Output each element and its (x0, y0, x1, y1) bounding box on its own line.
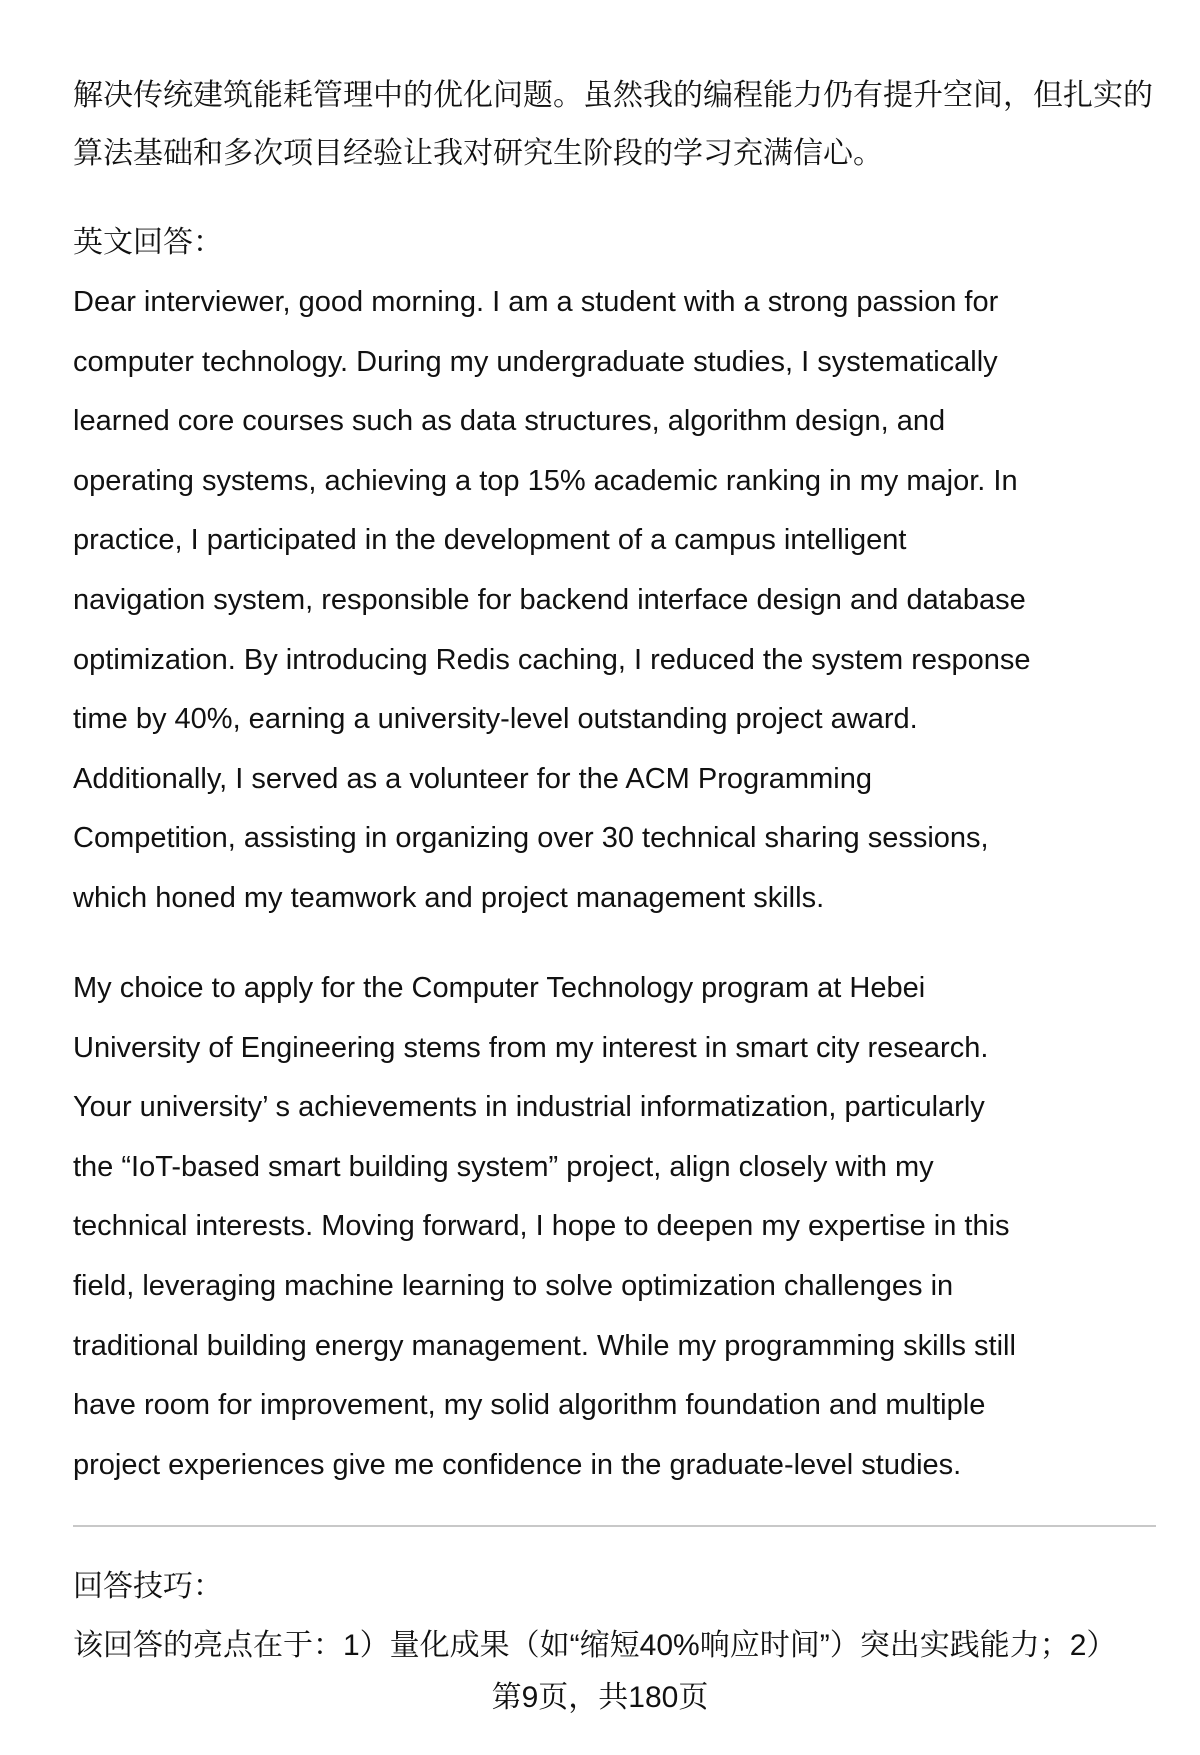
tips-line: 该回答的亮点在于：1）量化成果（如“缩短40%响应时间”）突出实践能力；2） (73, 1629, 1117, 1662)
paragraph-line: My choice to apply for the Computer Technology program at Hebei (73, 972, 926, 1004)
paragraph-line: field, leveraging machine learning to solve optimization challenges in (73, 1270, 954, 1302)
paragraph-line: have room for improvement, my solid algorithm foundation and multiple (73, 1389, 986, 1422)
paragraph-line: which honed my teamwork and project management skills. (73, 882, 825, 914)
paragraph-line: Competition, assisting in organizing over 30 technical sharing sessions, (73, 822, 989, 855)
page-number: 第9页，共180页 (491, 1681, 709, 1714)
paragraph-line: University of Engineering stems from my interest in smart city research. (73, 1031, 989, 1064)
paragraph-line: traditional building energy management. While my programming skills still (73, 1329, 1016, 1362)
divider (73, 1525, 1156, 1527)
paragraph-line: project experiences give me confidence in the graduate-level studies. (73, 1448, 962, 1481)
paragraph-line: navigation system, responsible for backend interface design and database (73, 584, 1026, 616)
tips-heading: 回答技巧： (73, 1570, 223, 1603)
paragraph-line: Dear interviewer, good morning. I am a student with a strong passion for (73, 286, 999, 318)
chinese-answer-line: 算法基础和多次项目经验让我对研究生阶段的学习充满信心。 (73, 137, 883, 170)
paragraph-line: time by 40%, earning a university-level outstanding project award. (73, 703, 918, 736)
paragraph-line: practice, I participated in the development of a campus intelligent (73, 524, 907, 557)
paragraph-line: the “IoT-based smart building system” project, align closely with my (73, 1150, 934, 1183)
paragraph-line: computer technology. During my undergraduate studies, I systematically (73, 345, 998, 378)
paragraph-line: operating systems, achieving a top 15% academic ranking in my major. In (73, 464, 1018, 497)
paragraph-line: Your university’ s achievements in industrial informatization, particularly (73, 1091, 985, 1124)
chinese-answer-line: 解决传统建筑能耗管理中的优化问题。虽然我的编程能力仍有提升空间，但扎实的 (73, 79, 1153, 112)
paragraph-line: Additionally, I served as a volunteer for the ACM Programming (73, 762, 872, 795)
paragraph-line: technical interests. Moving forward, I hope to deepen my expertise in this (73, 1210, 1010, 1243)
english-answer-heading: 英文回答： (73, 226, 223, 259)
paragraph-line: optimization. By introducing Redis caching, I reduced the system response (73, 643, 1031, 676)
paragraph-line: learned core courses such as data structures, algorithm design, and (73, 405, 946, 438)
